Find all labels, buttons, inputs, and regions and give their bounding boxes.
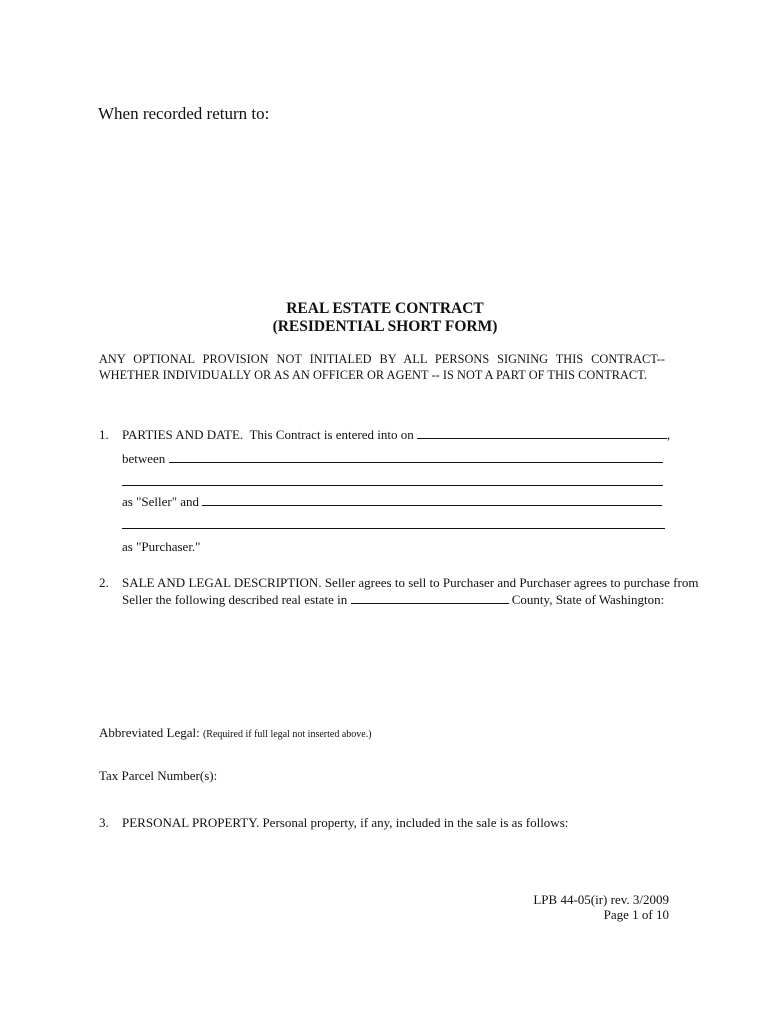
seller-row — [122, 494, 662, 510]
section-1-number: 1. — [99, 427, 109, 442]
section-1-intro: This Contract is entered into on — [249, 427, 414, 442]
county-field[interactable] — [351, 602, 509, 604]
section-2-prefix: Seller the following described real estate in — [122, 592, 348, 607]
form-id: LPB 44-05(ir) rev. 3/2009 — [533, 892, 669, 907]
purchaser-name-field-line-2[interactable] — [122, 528, 665, 529]
between-label: between — [122, 451, 166, 466]
section-2-suffix: County, State of Washington: — [511, 592, 665, 607]
document-subtitle: (RESIDENTIAL SHORT FORM) — [272, 318, 498, 335]
tax-parcel-label: Tax Parcel Number(s): — [99, 768, 218, 783]
optional-provision-notice-line-1: ANY OPTIONAL PROVISION NOT INITIALED BY ALL PERSONS SIGNING THIS CONTRACT-- — [99, 352, 665, 366]
section-1-heading: PARTIES AND DATE. — [122, 427, 244, 442]
return-to-label: When recorded return to: — [98, 104, 270, 123]
optional-provision-notice-line-2: WHETHER INDIVIDUALLY OR AS AN OFFICER OR AGENT -- IS NOT A PART OF THIS CONTRACT. — [99, 368, 647, 382]
seller-label: as "Seller" and — [122, 494, 200, 509]
page-number: Page 1 of 10 — [603, 907, 669, 922]
document-title: REAL ESTATE CONTRACT — [286, 300, 484, 317]
section-2-line-2 — [122, 592, 664, 608]
section-2-number: 2. — [99, 575, 109, 590]
purchaser-name-field[interactable] — [202, 504, 662, 506]
abbreviated-legal-note: (Required if full legal not inserted above.) — [202, 729, 372, 740]
between-row — [122, 451, 663, 467]
section-3-number: 3. — [99, 815, 109, 830]
section-2-line-1: SALE AND LEGAL DESCRIPTION. Seller agrees to sell to Purchaser and Purchaser agrees to purchase from — [122, 575, 699, 590]
abbreviated-legal — [99, 725, 372, 741]
section-1-text — [122, 427, 670, 443]
contract-date-field[interactable] — [417, 437, 667, 439]
abbreviated-legal-label: Abbreviated Legal: — [99, 725, 200, 740]
purchaser-label: as "Purchaser." — [122, 539, 201, 554]
seller-name-field[interactable] — [169, 461, 663, 463]
section-3-text: PERSONAL PROPERTY. Personal property, if any, included in the sale is as follows: — [122, 815, 569, 830]
seller-name-field-line-2[interactable] — [122, 485, 663, 486]
date-comma: , — [666, 427, 671, 442]
